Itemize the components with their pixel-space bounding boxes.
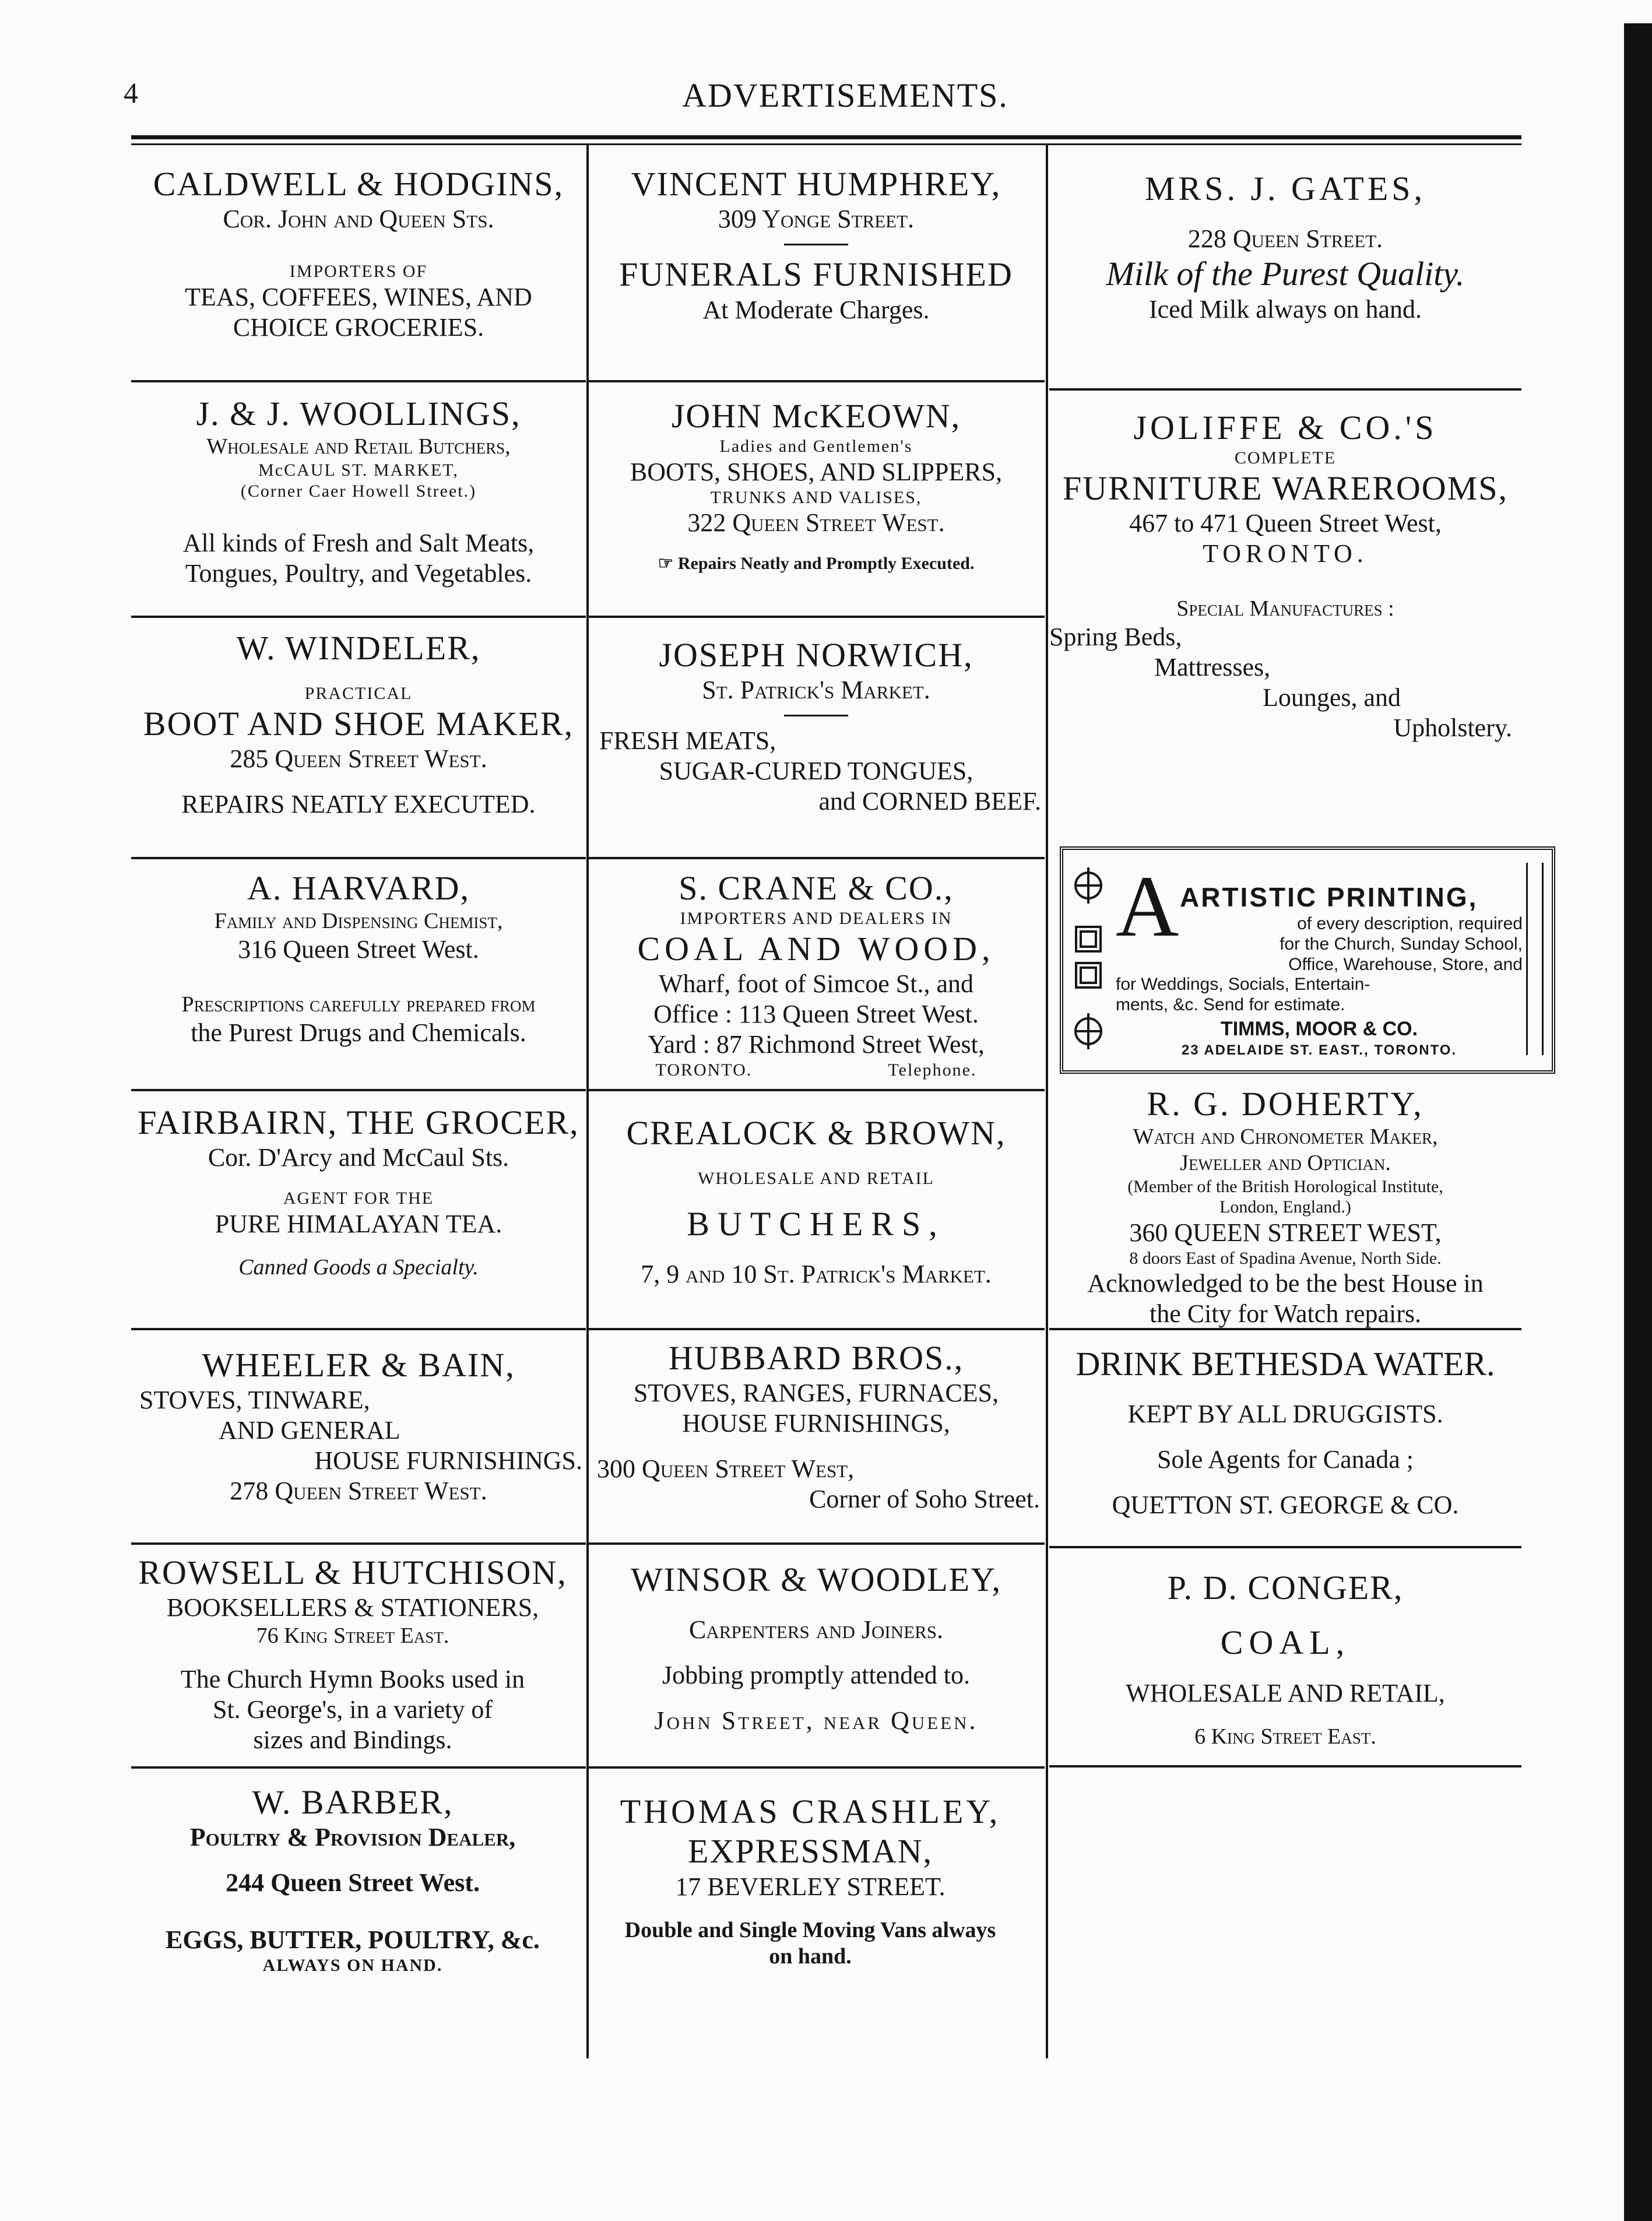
ad-separator	[588, 616, 1045, 618]
ad-separator	[131, 1542, 586, 1545]
ad-line: London, England.)	[1219, 1197, 1351, 1217]
ad-line: SUGAR-CURED TONGUES,	[659, 757, 973, 786]
ad-line: Office : 113 Queen Street West.	[653, 1000, 979, 1029]
ad-line: (Member of the British Horological Institute,	[1127, 1177, 1443, 1197]
ad-separator	[588, 857, 1045, 859]
ad-line: TEAS, COFFEES, WINES, AND	[185, 282, 532, 311]
ad-line: WHOLESALE AND RETAIL	[698, 1169, 934, 1189]
ad-line: sizes and Bindings.	[253, 1725, 452, 1754]
ad-line: KEPT BY ALL DRUGGISTS.	[1127, 1400, 1443, 1429]
ad-line: AGENT FOR THE	[283, 1189, 434, 1208]
ad-line: REPAIRS NEATLY EXECUTED.	[181, 790, 536, 819]
ad-line: Yard : 87 Richmond Street West,	[648, 1030, 985, 1059]
ad-line: Prescriptions carefully prepared from	[181, 992, 536, 1017]
ad-line: 300 Queen Street West,	[597, 1454, 855, 1484]
ad-line: STOVES, RANGES, FURNACES,	[633, 1379, 999, 1408]
ad-line: TRUNKS AND VALISES,	[710, 487, 922, 507]
ad-separator	[131, 616, 586, 618]
ad-line: ments, &c. Send for estimate.	[1116, 995, 1345, 1015]
ad-line: Cor. D'Arcy and McCaul Sts.	[208, 1143, 509, 1172]
ad-line: STOVES, TINWARE,	[139, 1386, 370, 1415]
ad-separator	[588, 1542, 1045, 1545]
ad-name: J. & J. WOOLLINGS,	[196, 395, 521, 433]
ad-name: WHEELER & BAIN,	[202, 1346, 515, 1384]
ad-separator	[1049, 1546, 1521, 1548]
ad-line: 7, 9 and 10 St. Patrick's Market.	[641, 1260, 992, 1289]
ad-name: CREALOCK & BROWN,	[626, 1114, 1006, 1152]
ad-line: Poultry & Provision Dealer,	[189, 1823, 516, 1852]
ad-line: FRESH MEATS,	[599, 726, 776, 755]
ad-line: 228 Queen Street.	[1187, 224, 1383, 254]
ad-line: BOOT AND SHOE MAKER,	[143, 704, 574, 743]
ad-line: TORONTO.	[1203, 539, 1368, 568]
ad-joseph-norwich	[588, 635, 1045, 817]
ad-line: Office, Warehouse, Store, and	[1288, 954, 1523, 974]
ad-pd-conger	[1049, 1568, 1521, 1750]
ad-line: PRACTICAL	[304, 684, 413, 704]
ad-name: MRS. J. GATES,	[1144, 170, 1426, 208]
page-title: ADVERTISEMENTS.	[682, 76, 1008, 114]
ad-mrs-gates	[1049, 169, 1521, 325]
header-rule-thin	[131, 143, 1521, 145]
ad-fairbairn	[131, 1103, 586, 1280]
ad-name: W. BARBER,	[252, 1783, 454, 1821]
header-rule	[131, 135, 1521, 139]
ad-separator	[588, 380, 1045, 382]
ad-line: TORONTO.	[655, 1060, 753, 1080]
ad-wheeler-bain	[131, 1345, 586, 1506]
ad-line: COAL AND WOOD,	[637, 929, 995, 968]
ad-line: 244 Queen Street West.	[226, 1868, 480, 1897]
ad-windeler	[131, 628, 586, 820]
ad-line: IMPORTERS OF	[289, 262, 428, 282]
ad-name: HUBBARD BROS.,	[668, 1339, 964, 1377]
ad-line: John Street, near Queen.	[654, 1706, 978, 1735]
ad-barber	[119, 1783, 586, 1976]
ad-line: on hand.	[769, 1944, 852, 1969]
ad-separator	[131, 857, 586, 859]
ad-line: All kinds of Fresh and Salt Meats,	[182, 529, 535, 558]
ad-line: Acknowledged to be the best House in	[1087, 1269, 1484, 1298]
ad-line: HOUSE FURNISHINGS.	[314, 1446, 582, 1475]
ad-name: A. HARVARD,	[247, 869, 470, 907]
ad-line: 17 BEVERLEY STREET.	[675, 1872, 945, 1901]
ad-bethesda-water	[1049, 1344, 1521, 1520]
ornamental-border	[1071, 863, 1105, 1055]
ad-line: CHOICE GROCERIES.	[233, 312, 484, 342]
ad-separator	[131, 1328, 586, 1330]
ad-name: VINCENT HUMPHREY,	[631, 165, 1001, 203]
ad-line: FUNERALS FURNISHED	[619, 255, 1013, 294]
column-divider	[1046, 143, 1048, 2058]
ad-line: (Corner Caer Howell Street.)	[240, 481, 477, 501]
ad-line: St. George's, in a variety of	[212, 1695, 493, 1724]
ad-line: 6 King Street East.	[1194, 1724, 1376, 1749]
ad-line: and CORNED BEEF.	[818, 787, 1041, 816]
ad-s-crane	[588, 869, 1045, 1080]
ad-line: Lounges, and	[1263, 683, 1401, 712]
ad-line: BUTCHERS,	[687, 1204, 945, 1243]
ad-line: Mattresses,	[1154, 652, 1271, 681]
ad-name: JOLIFFE & CO.'S	[1133, 409, 1437, 447]
ad-separator	[588, 1089, 1045, 1091]
ad-line: Upholstery.	[1393, 713, 1512, 742]
ad-harvard	[131, 869, 586, 1048]
ad-name: JOHN McKEOWN,	[671, 397, 961, 435]
ad-name: P. D. CONGER,	[1167, 1569, 1404, 1607]
ad-line: the Purest Drugs and Chemicals.	[191, 1018, 526, 1047]
page-number: 4	[124, 76, 138, 109]
ad-hubbard-bros	[588, 1338, 1045, 1514]
ad-line: Watch and Chronometer Maker,	[1133, 1124, 1438, 1150]
ad-name: ROWSELL & HUTCHISON,	[138, 1554, 567, 1591]
ad-line: ☞ Repairs Neatly and Promptly Executed.	[658, 554, 975, 574]
ad-crealock-brown	[588, 1113, 1045, 1289]
ad-line: The Church Hymn Books used in	[180, 1665, 525, 1694]
ad-line: McCAUL ST. MARKET,	[258, 461, 459, 480]
ad-line: AND GENERAL	[219, 1416, 400, 1445]
ad-line: 278 Queen Street West.	[230, 1477, 487, 1506]
ad-line: BOOTS, SHOES, AND SLIPPERS,	[630, 457, 1003, 486]
ad-line: Milk of the Purest Quality.	[1106, 255, 1465, 293]
ad-line: Double and Single Moving Vans always	[624, 1917, 996, 1942]
ad-separator	[588, 1766, 1045, 1769]
ad-line: Canned Goods a Specialty.	[238, 1254, 479, 1280]
ad-name: WINSOR & WOODLEY,	[630, 1561, 1001, 1598]
ad-line: EXPRESSMAN,	[687, 1832, 933, 1871]
ad-line: Spring Beds,	[1049, 622, 1182, 651]
ad-name: DRINK BETHESDA WATER.	[1075, 1345, 1495, 1383]
ad-line: IMPORTERS AND DEALERS IN	[680, 909, 952, 929]
ad-woollings	[131, 394, 586, 589]
ad-line: Telephone.	[888, 1060, 977, 1080]
ad-line: At Moderate Charges.	[702, 295, 930, 324]
ad-winsor-woodley	[588, 1560, 1045, 1736]
ad-line: WHOLESALE AND RETAIL,	[1126, 1678, 1445, 1707]
ad-name: FAIRBAIRN, THE GROCER,	[138, 1104, 579, 1141]
ad-separator	[131, 1089, 586, 1091]
ad-line: Carpenters and Joiners.	[688, 1615, 943, 1644]
ad-separator	[131, 380, 586, 382]
ad-separator	[131, 1766, 586, 1769]
ad-line: 467 to 471 Queen Street West,	[1129, 509, 1442, 538]
ad-line: St. Patrick's Market.	[702, 676, 930, 705]
ad-name: JOSEPH NORWICH,	[659, 636, 973, 674]
ad-line: Sole Agents for Canada ;	[1157, 1445, 1414, 1474]
ad-line: Jobbing promptly attended to.	[662, 1661, 970, 1690]
ad-line: of every description, required	[1297, 914, 1523, 933]
drop-cap: A	[1116, 858, 1179, 955]
ad-line: Ladies and Gentlemen's	[719, 437, 913, 456]
ad-line: Family and Dispensing Chemist,	[214, 909, 503, 934]
ad-line: 316 Queen Street West.	[238, 935, 479, 964]
ad-line: for Weddings, Socials, Entertain-	[1116, 975, 1370, 994]
ad-joliffe	[1049, 408, 1521, 743]
ad-line: COAL,	[1220, 1623, 1351, 1662]
ad-name: R. G. DOHERTY,	[1147, 1085, 1424, 1123]
ad-line: 360 QUEEN STREET WEST,	[1129, 1218, 1442, 1247]
ornamental-border	[1526, 863, 1544, 1055]
ad-doherty	[1049, 1084, 1521, 1329]
ad-line: Wharf, foot of Simcoe St., and	[658, 969, 974, 999]
ad-separator	[588, 1328, 1045, 1330]
ad-thomas-crashley	[577, 1792, 1043, 1969]
ad-line: QUETTON ST. GEORGE & CO.	[1112, 1491, 1459, 1520]
ad-line: BOOKSELLERS & STATIONERS,	[166, 1593, 539, 1622]
ad-separator	[1049, 388, 1521, 391]
ad-name: S. CRANE & CO.,	[679, 869, 954, 907]
ad-name: W. WINDELER,	[236, 629, 481, 667]
ad-line: Cor. John and Queen Sts.	[223, 205, 494, 234]
ad-line: Corner of Soho Street.	[809, 1485, 1040, 1514]
ad-artistic-printing	[1060, 846, 1555, 1074]
ad-line: Tongues, Poultry, and Vegetables.	[185, 558, 532, 588]
ad-line: PURE HIMALAYAN TEA.	[215, 1209, 502, 1238]
ad-separator	[1049, 1765, 1521, 1767]
ad-line: EGGS, BUTTER, POULTRY, &c.	[166, 1925, 540, 1955]
ad-name: ARTISTIC PRINTING,	[1180, 882, 1478, 912]
ad-line: FURNITURE WAREROOMS,	[1062, 469, 1508, 507]
ad-name: THOMAS CRASHLEY,	[620, 1793, 1001, 1830]
ad-line: Wholesale and Retail Butchers,	[206, 434, 511, 459]
ad-name: CALDWELL & HODGINS,	[153, 165, 564, 203]
ad-line: Jeweller and Optician.	[1180, 1151, 1391, 1176]
ad-line: 23 ADELAIDE ST. EAST., TORONTO.	[1181, 1042, 1457, 1058]
ad-line: the City for Watch repairs.	[1149, 1299, 1422, 1329]
ad-line: 76 King Street East.	[256, 1623, 449, 1649]
ad-line: for the Church, Sunday School,	[1280, 934, 1523, 954]
ad-vincent-humphrey	[588, 164, 1045, 325]
ad-line: Special Manufactures :	[1176, 596, 1394, 621]
ad-line: TIMMS, MOOR & CO.	[1220, 1018, 1418, 1040]
ad-line: HOUSE FURNISHINGS,	[682, 1409, 950, 1438]
ad-line: ALWAYS ON HAND.	[262, 1956, 443, 1976]
ad-caldwell-hodgins	[131, 164, 586, 343]
ad-line: 309 Yonge Street.	[718, 205, 915, 234]
ad-line: COMPLETE	[1234, 448, 1337, 468]
ad-john-mckeown	[588, 396, 1045, 574]
ad-rowsell-hutchison	[119, 1553, 586, 1755]
ad-line: 8 doors East of Spadina Avenue, North Side.	[1129, 1248, 1442, 1268]
binding-shadow	[1624, 23, 1652, 2221]
ad-line: 322 Queen Street West.	[687, 508, 945, 537]
ad-line: Iced Milk always on hand.	[1149, 294, 1422, 324]
ad-line: 285 Queen Street West.	[230, 744, 487, 774]
